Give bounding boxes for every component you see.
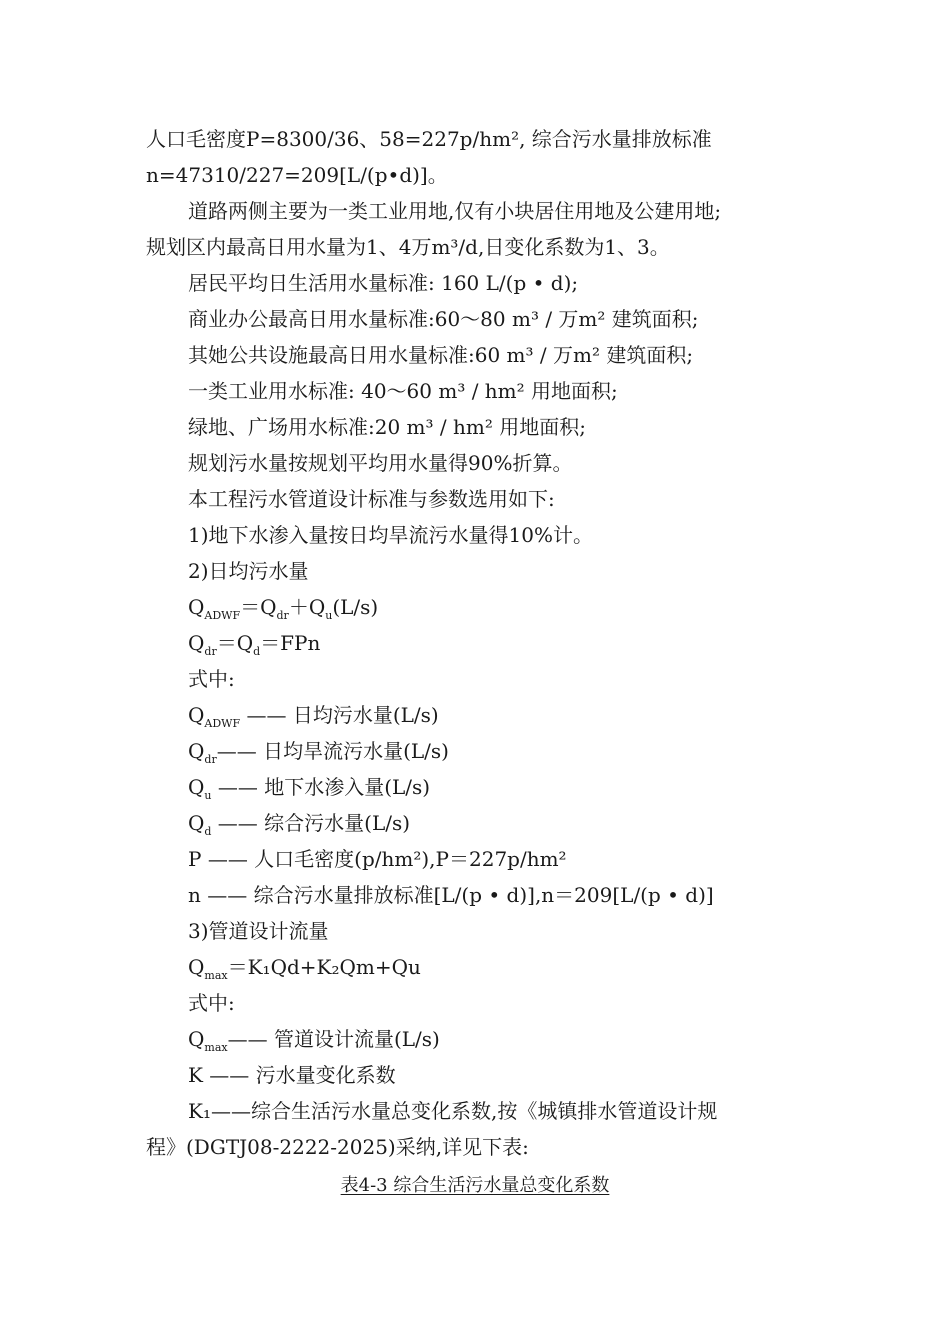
- paragraph-line: 程》(DGTJ08-2222-2025)采纳,详见下表:: [146, 1135, 529, 1159]
- paragraph-line: n=47310/227=209[L/(p•d)]。: [146, 163, 448, 187]
- paragraph-line: 道路两侧主要为一类工业用地,仅有小块居住用地及公建用地;: [188, 199, 722, 223]
- paragraph-line: 一类工业用水标准: 40～60 m³ / hm² 用地面积;: [188, 379, 618, 403]
- paragraph-line: 规划污水量按规划平均用水量得90%折算。: [188, 451, 573, 475]
- definition-line: P —— 人口毛密度(p/hm²),P＝227p/hm²: [188, 847, 567, 871]
- formula-line: $Q_{dr}=Q_d=FPn$: [188, 631, 321, 658]
- formula-line: $Q_{max}=K_1Qd+K_2Qm+Qu$: [188, 955, 421, 982]
- definition-line: $Q_d$ —— 综合污水量(L/s): [188, 811, 411, 838]
- paragraph-line: 绿地、广场用水标准:20 m³ / hm² 用地面积;: [188, 415, 586, 439]
- paragraph-line: 式中:: [188, 991, 235, 1015]
- paragraph-line: K₁——综合生活污水量总变化系数,按《城镇排水管道设计规: [188, 1099, 718, 1123]
- paragraph-line: 人口毛密度P=8300/36、58=227p/hm², 综合污水量排放标准: [146, 127, 712, 151]
- section-heading: 3)管道设计流量: [188, 919, 329, 943]
- paragraph-line: 规划区内最高日用水量为1、4万m³/d,日变化系数为1、3。: [146, 235, 670, 259]
- section-heading: 2)日均污水量: [188, 559, 309, 583]
- definition-line: $Q_u$ —— 地下水渗入量(L/s): [188, 775, 431, 802]
- table-caption: 表4-3 综合生活污水量总变化系数: [340, 1175, 610, 1196]
- definition-line: K —— 污水量变化系数: [188, 1063, 396, 1087]
- paragraph-line: 1)地下水渗入量按日均旱流污水量得10%计。: [188, 523, 593, 547]
- paragraph-line: 居民平均日生活用水量标准: 160 L/(p • d);: [188, 271, 579, 295]
- paragraph-line: 其她公共设施最高日用水量标准:60 m³ / 万m² 建筑面积;: [188, 343, 694, 367]
- definition-line: $Q_{max}——$ 管道设计流量(L/s): [188, 1027, 440, 1054]
- definition-line: $Q_{ADWF}$ —— 日均污水量(L/s): [188, 703, 439, 730]
- formula-line: $Q_{ADWF}=Q_{dr}+Q_u(L/s)$: [188, 595, 379, 622]
- paragraph-line: 本工程污水管道设计标准与参数选用如下:: [188, 487, 555, 511]
- definition-line: $Q_{dr}——$ 日均旱流污水量(L/s): [188, 739, 449, 766]
- definition-line: n —— 综合污水量排放标准[L/(p • d)],n＝209[L/(p • d)]: [188, 883, 714, 907]
- paragraph-line: 商业办公最高日用水量标准:60～80 m³ / 万m² 建筑面积;: [188, 307, 699, 331]
- paragraph-line: 式中:: [188, 667, 235, 691]
